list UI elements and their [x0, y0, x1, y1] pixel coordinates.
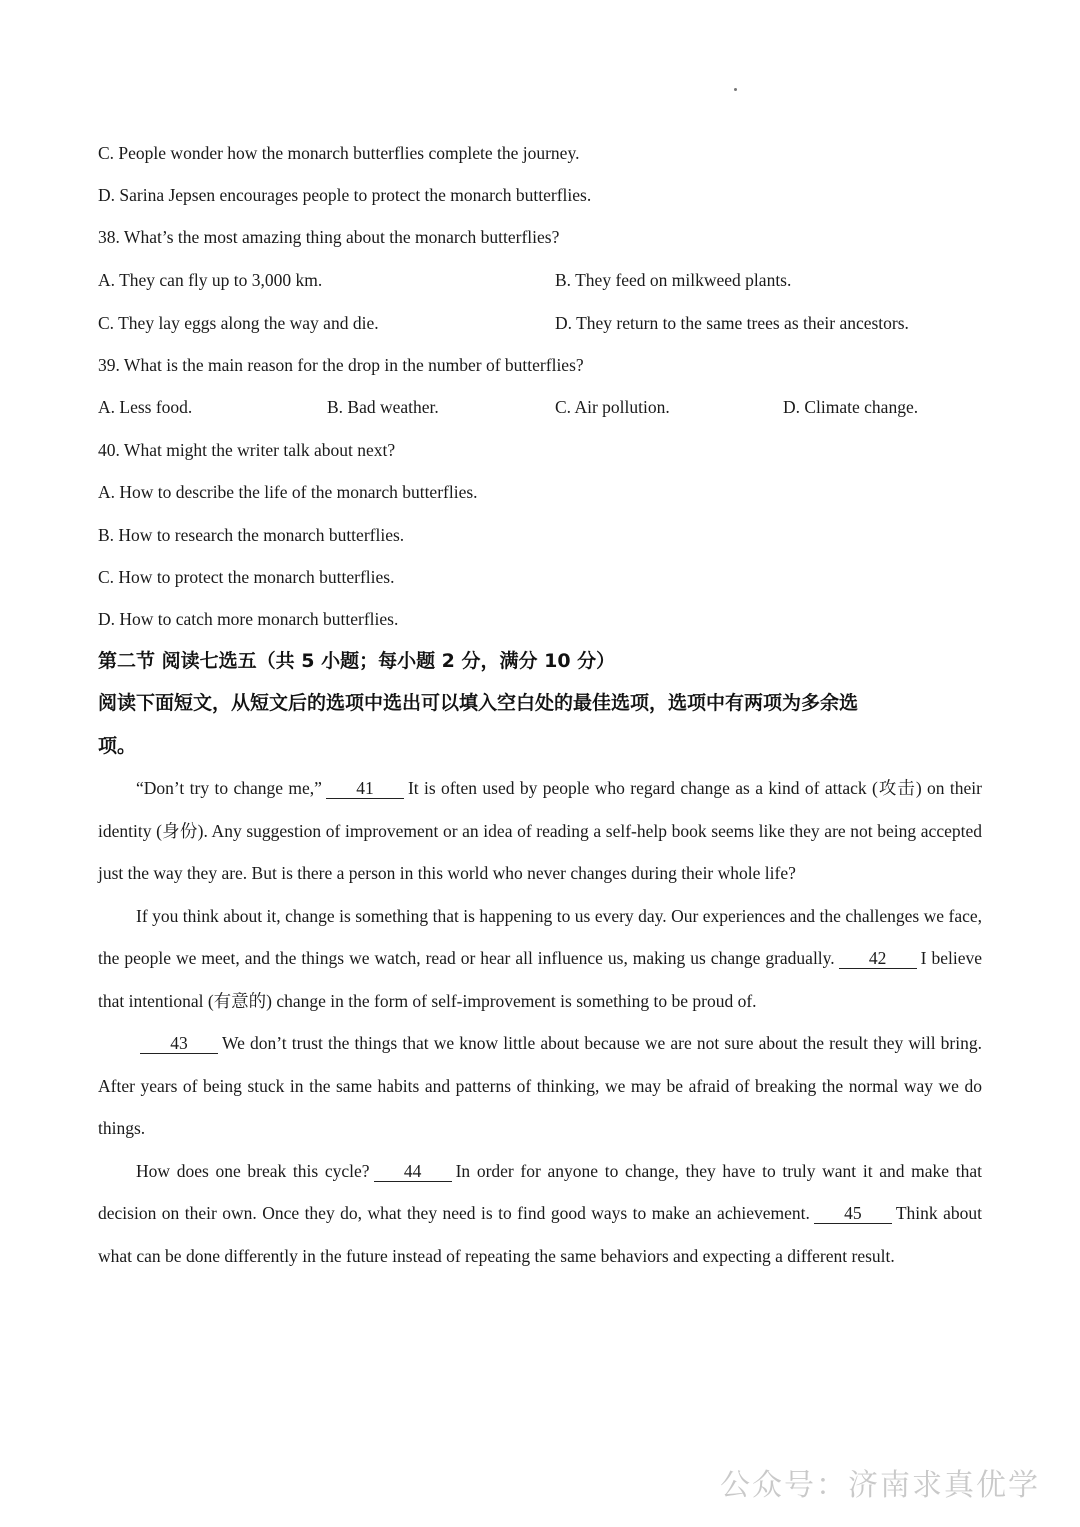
q37-option-c: C. People wonder how the monarch butterflies complete the journey.	[98, 143, 580, 163]
q39-option-d: D. Climate change.	[783, 397, 919, 417]
q38-option-b: B. They feed on milkweed plants.	[555, 270, 792, 290]
q38-option-d: D. They return to the same trees as their ancestors.	[555, 313, 909, 333]
passage-paragraph-4: How does one break this cycle? 44 In order for anyone to change, they have to truly want it and make that decision on their own. Once they do, what they need is to find good ways to make an achievement. 45 Think about what can be done differently in the future instead of repeating the same behaviors and expecting a different result.	[98, 1160, 982, 1266]
passage-paragraph-2: If you think about it, change is something that is happening to us every day. Our experiences and the challenges we face, the people we meet, and the things we watch, read or hear all influence us, making us change gradually. 42 I believe that intentional (有意的) change in the form of self-improvement is something to be proud of.	[98, 905, 983, 1011]
q39-option-c: C. Air pollution.	[555, 397, 670, 417]
q39-option-b: B. Bad weather.	[327, 397, 439, 417]
passage	[98, 767, 982, 1277]
blank-41: 41	[326, 778, 404, 799]
section-instruction-line2: 项。	[98, 735, 137, 757]
q37-option-d: D. Sarina Jepsen encourages people to protect the monarch butterflies.	[98, 185, 592, 205]
passage-paragraph-1: “Don’t try to change me,” 41 It is often used by people who regard change as a kind of attack (攻击) on their identity (身份). Any suggestion of improvement or an idea of reading a self-help book seems like they are not being accepted just the way they are. But is there a person in this world who never changes during their whole life?	[98, 778, 982, 883]
q40-option-d: D. How to catch more monarch butterflies.	[98, 609, 399, 629]
watermark: 公众号：济南求真优学	[720, 1468, 1040, 1503]
blank-44: 44	[374, 1161, 452, 1182]
q39-option-a: A. Less food.	[98, 397, 193, 417]
blank-43: 43	[140, 1033, 218, 1054]
q40-option-b: B. How to research the monarch butterflies.	[98, 525, 405, 545]
q39-question: 39. What is the main reason for the drop in the number of butterflies?	[98, 355, 584, 375]
blank-42: 42	[839, 948, 917, 969]
q38-option-a: A. They can fly up to 3,000 km.	[98, 270, 323, 290]
passage-paragraph-3: 43 We don’t trust the things that we know little about because we are not sure about the result they will bring. After years of being stuck in the same habits and patterns of thinking, we may be afraid of breaking the normal way we do things.	[98, 1033, 982, 1138]
section-title: 第二节 阅读七选五（共 5 小题；每小题 2 分，满分 10 分）	[98, 650, 616, 672]
q40-option-a: A. How to describe the life of the monarch butterflies.	[98, 482, 478, 502]
q38-option-c: C. They lay eggs along the way and die.	[98, 313, 379, 333]
q38-question: 38. What’s the most amazing thing about the monarch butterflies?	[98, 227, 560, 247]
section-instruction-line1: 阅读下面短文，从短文后的选项中选出可以填入空白处的最佳选项，选项中有两项为多余选	[98, 692, 859, 714]
q40-option-c: C. How to protect the monarch butterflies.	[98, 567, 395, 587]
blank-45: 45	[814, 1203, 892, 1224]
q40-question: 40. What might the writer talk about next?	[98, 440, 396, 460]
scan-speck	[734, 88, 737, 91]
